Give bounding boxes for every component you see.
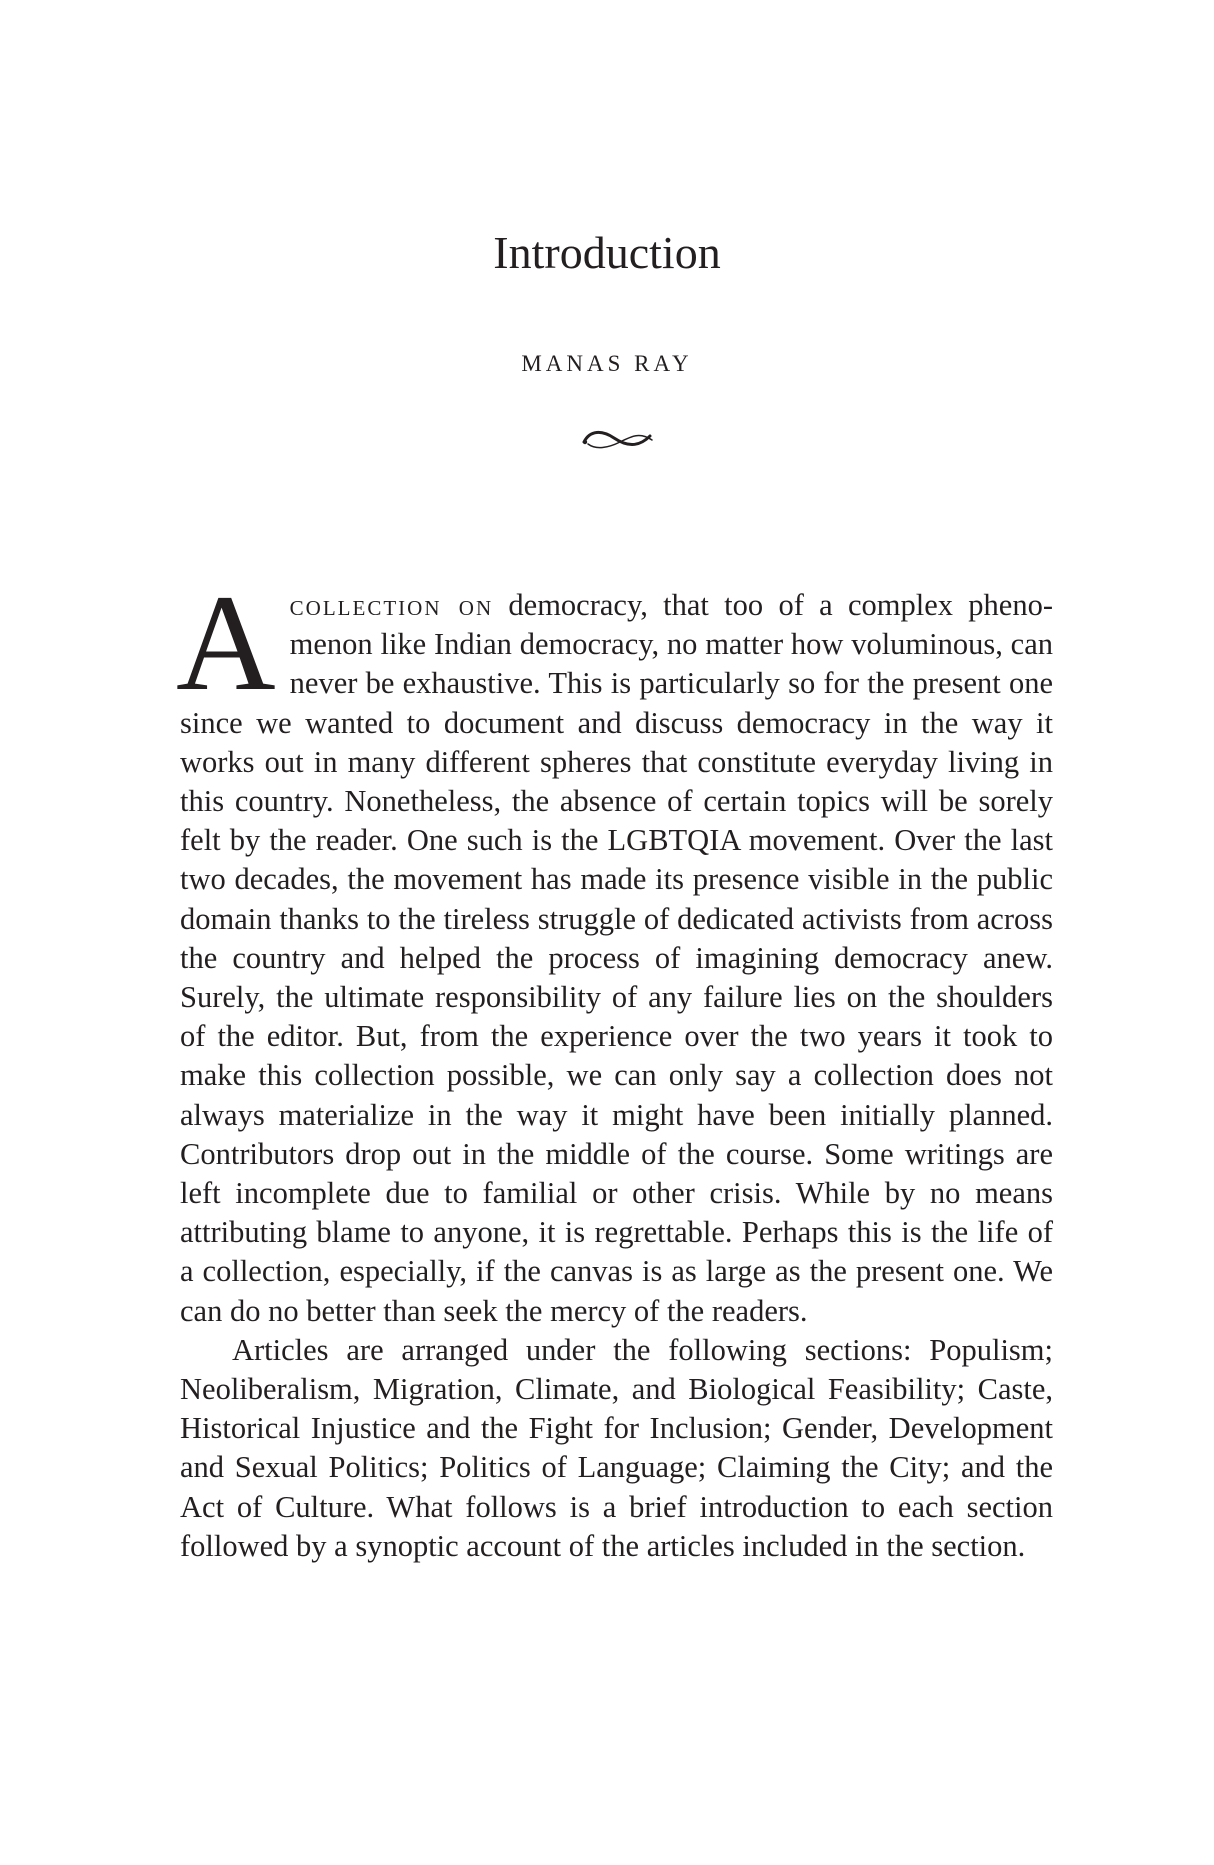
paragraph-2: Articles are arranged under the following sections: Populism; Neoliberalism, Migration, Climate, and Biological Feasibility; Caste, Historical Injustice and the Fight for Inclusion; Gender, Development and Sexual Politics; Politics of Language; Claiming the City; and the Act of Culture. What follows is a brief introduction to each section followed by a synoptic account of the articles included in the section. xyxy=(180,1332,1053,1563)
chapter-title: Introduction xyxy=(493,227,721,278)
drop-cap: A xyxy=(176,566,276,719)
paragraph-1 xyxy=(176,566,1053,1331)
chapter-author: MANAS RAY xyxy=(521,351,693,376)
body-text xyxy=(176,566,1053,1566)
swash-ornament-icon xyxy=(580,424,656,454)
paragraph-1-text: democracy, that too of a complex phenomenon like Indian democracy, no matter how voluminous, can never be exhaustive. This is particularly so for the present one since we wanted to document and discuss democracy in the way it works out in many different spheres that constitute everyday living in this country. Nonetheless, the absence of certain topics will be sorely felt by the reader. One such is the LGBTQIA movement. Over the last two decades, the movement has made its presence visible in the public domain thanks to the tireless struggle of dedicated activists from across the country and helped the process of imagining democracy anew. Surely, the ultimate responsibility of any failure lies on the shoulders of the editor. But, from the experience over the two years it took to make this collection possible, we can only say a collection does not always materialize in the way it might have been initially planned. Contributors drop out in the middle of the course. Some writings are left incomplete due to familial or other crisis. While by no means attributing blame to anyone, it is regrettable. Perhaps this is the life of a collection, especially, if the canvas is as large as the present one. We can do no better than seek the mercy of the readers. xyxy=(180,588,1053,1328)
opening-small-caps: collection on xyxy=(289,588,494,622)
